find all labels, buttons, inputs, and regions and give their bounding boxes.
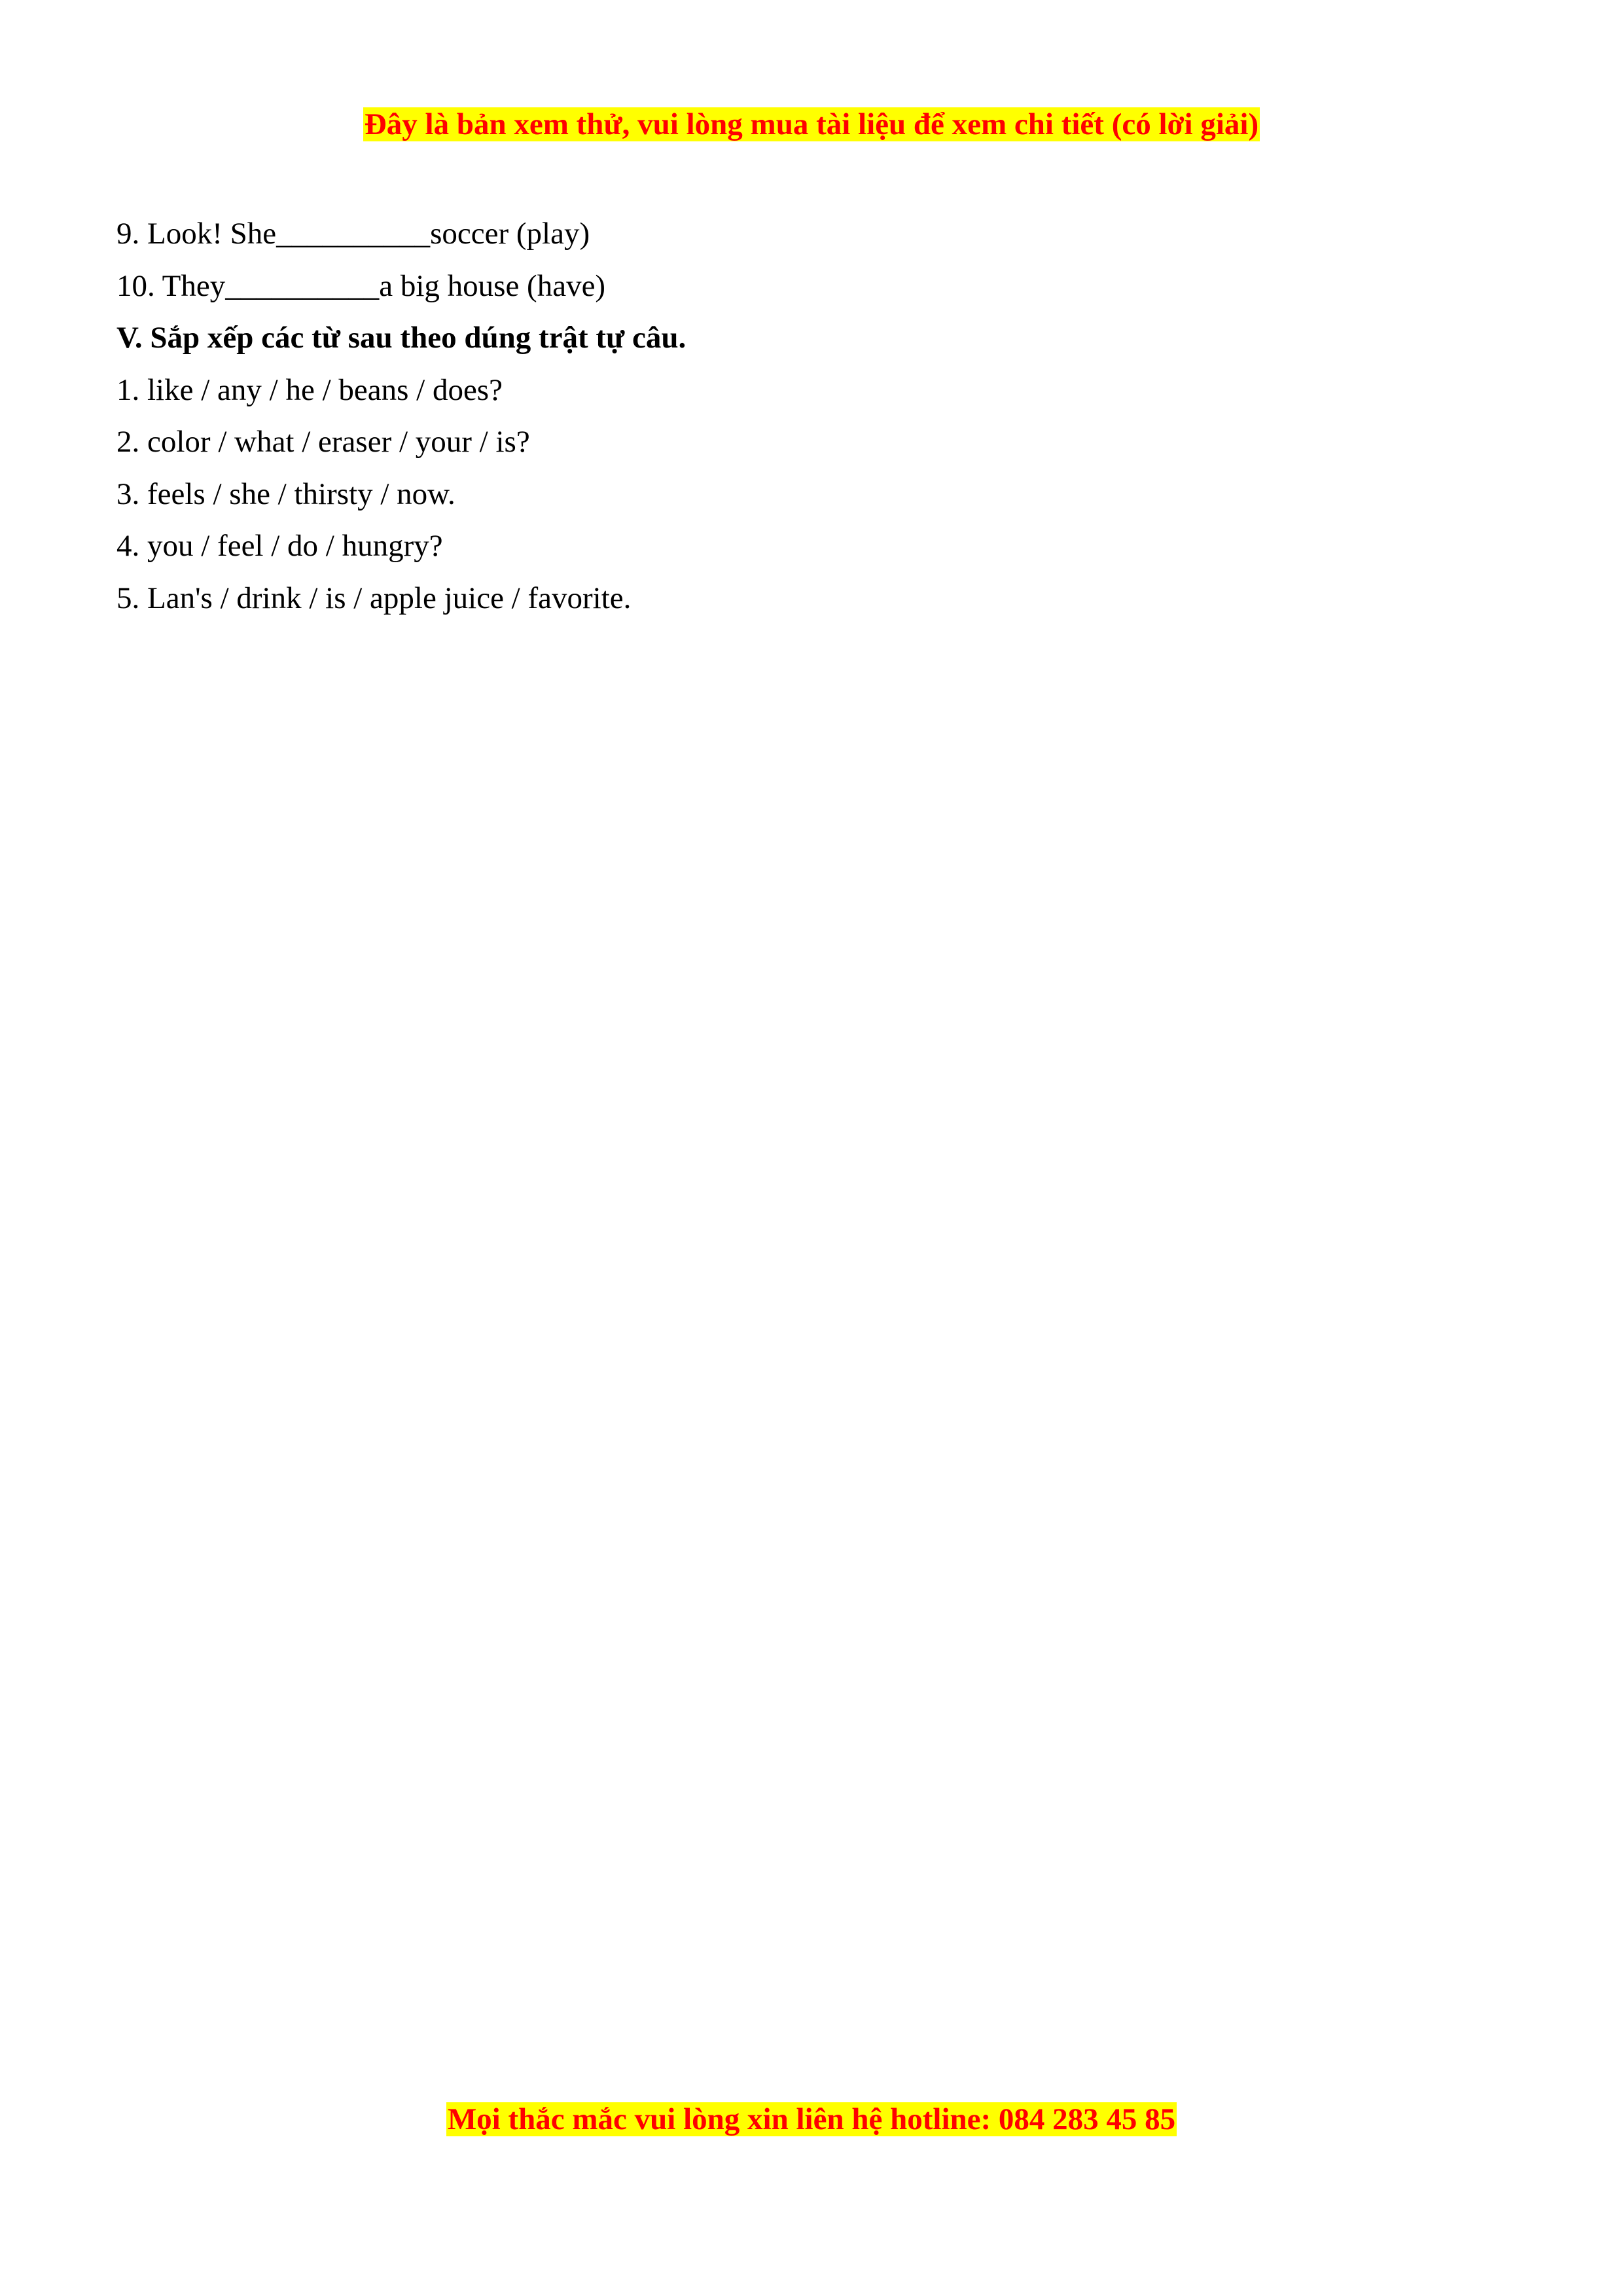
answer-blank: __________ — [276, 217, 431, 251]
item-text-after: soccer (play) — [430, 217, 590, 251]
reorder-item-3: 3. feels / she / thirsty / now. — [116, 476, 455, 511]
preview-notice-banner — [0, 105, 1623, 144]
worksheet-content — [116, 208, 1507, 624]
reorder-item-5: 5. Lan's / drink / is / apple juice / favorite. — [116, 581, 632, 615]
hotline-footer-banner — [0, 2100, 1623, 2139]
preview-notice-text: Đây là bản xem thử, vui lòng mua tài liệu để xem chi tiết (có lời giải) — [364, 107, 1259, 141]
hotline-text: Mọi thắc mắc vui lòng xin liên hệ hotline: 084 283 45 85 — [447, 2102, 1176, 2136]
item-number: 9. — [116, 217, 140, 251]
item-text-before: They — [162, 268, 226, 303]
section-v-heading: V. Sắp xếp các từ sau theo dúng trật tự câu. — [116, 321, 687, 355]
item-number: 10. — [116, 268, 155, 303]
answer-blank: __________ — [225, 268, 380, 303]
fill-in-item-10 — [116, 260, 1507, 313]
item-text-before: Look! She — [147, 217, 277, 251]
reorder-item-4: 4. you / feel / do / hungry? — [116, 529, 443, 563]
fill-in-item-9 — [116, 208, 1507, 260]
item-text-after: a big house (have) — [379, 268, 606, 303]
reorder-item-2: 2. color / what / eraser / your / is? — [116, 425, 530, 459]
reorder-item-1: 1. like / any / he / beans / does? — [116, 372, 503, 407]
